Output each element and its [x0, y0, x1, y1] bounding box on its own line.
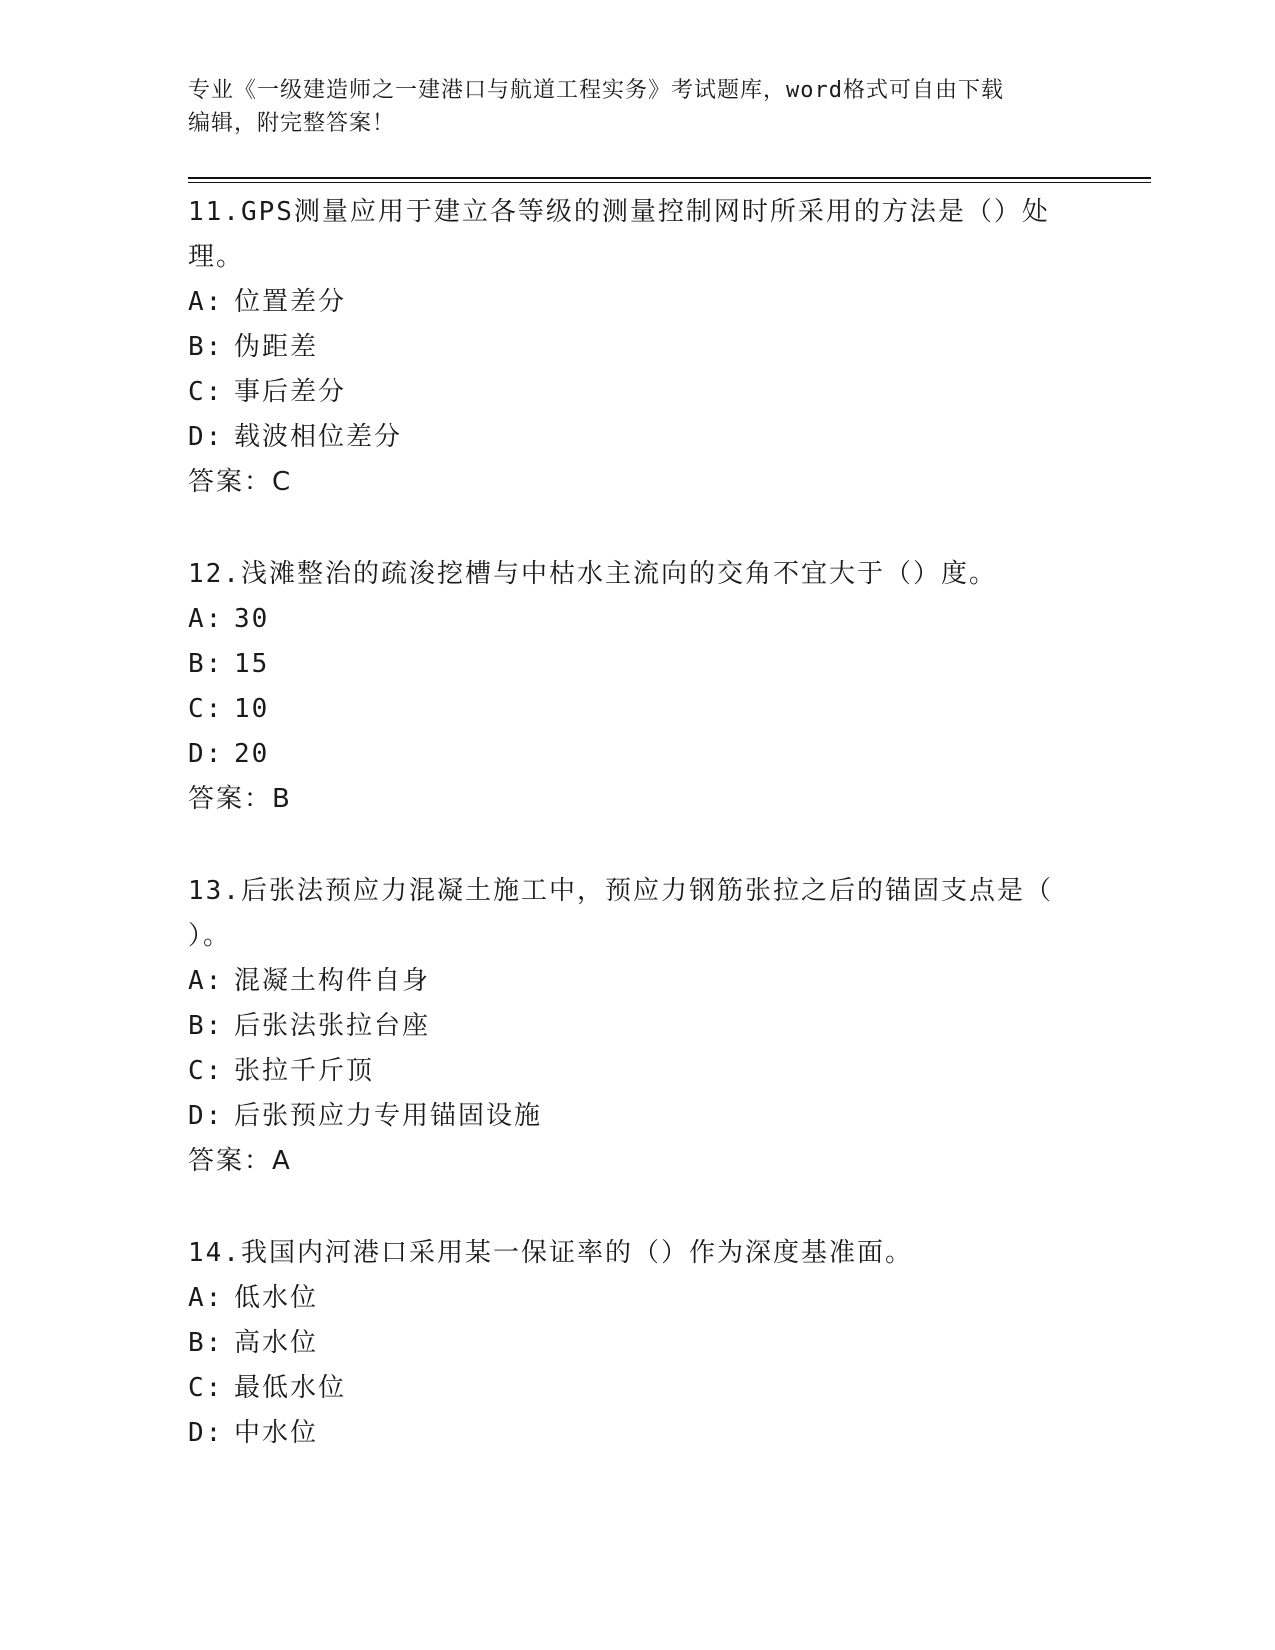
option-text: 中水位	[234, 1418, 319, 1448]
question-item	[188, 869, 1088, 1184]
question-list	[188, 190, 1088, 1456]
question-stem	[188, 552, 1088, 597]
option-d	[188, 415, 1088, 460]
option-d	[188, 732, 1088, 777]
option-c	[188, 687, 1088, 732]
stem-line: 理。	[188, 242, 245, 272]
option-b	[188, 1004, 1088, 1049]
option-key: C:	[188, 1056, 224, 1086]
option-key: A:	[188, 604, 224, 634]
option-key: D:	[188, 1418, 224, 1448]
question-stem	[188, 869, 1088, 959]
option-text: 载波相位差分	[234, 422, 403, 452]
option-key: B:	[188, 332, 224, 362]
option-c	[188, 370, 1088, 415]
option-text: 张拉千斤顶	[234, 1056, 375, 1086]
answer-line: 答案：A	[188, 1146, 292, 1176]
option-b	[188, 325, 1088, 370]
option-key: B:	[188, 1011, 224, 1041]
option-text: 20	[234, 739, 270, 769]
option-text: 位置差分	[234, 287, 347, 317]
option-text: 30	[234, 604, 270, 634]
question-stem	[188, 1231, 1088, 1276]
header-divider-thin	[188, 182, 1151, 183]
stem-line: 11.GPS测量应用于建立各等级的测量控制网时所采用的方法是（）处	[188, 197, 1050, 227]
option-a	[188, 1276, 1088, 1321]
question-item	[188, 1231, 1088, 1456]
option-key: A:	[188, 966, 224, 996]
option-c	[188, 1049, 1088, 1094]
option-text: 高水位	[234, 1328, 319, 1358]
question-stem	[188, 190, 1088, 280]
option-key: D:	[188, 422, 224, 452]
document-header	[188, 74, 1088, 140]
header-divider-thick	[188, 177, 1151, 179]
option-text: 15	[234, 649, 270, 679]
option-key: A:	[188, 287, 224, 317]
answer-line: 答案：C	[188, 467, 293, 497]
stem-line: 13.后张法预应力混凝土施工中，预应力钢筋张拉之后的锚固支点是（	[188, 876, 1053, 906]
spacer	[188, 1184, 1088, 1231]
question-item	[188, 552, 1088, 822]
stem-line: ）。	[188, 921, 232, 951]
option-text: 10	[234, 694, 270, 724]
option-text: 混凝土构件自身	[234, 966, 431, 996]
option-key: D:	[188, 1101, 224, 1131]
option-key: A:	[188, 1283, 224, 1313]
option-a	[188, 280, 1088, 325]
option-c	[188, 1366, 1088, 1411]
option-key: D:	[188, 739, 224, 769]
stem-line: 14.我国内河港口采用某一保证率的（）作为深度基准面。	[188, 1238, 913, 1268]
option-key: B:	[188, 649, 224, 679]
option-d	[188, 1411, 1088, 1456]
option-text: 低水位	[234, 1283, 319, 1313]
option-a	[188, 597, 1088, 642]
stem-line: 12.浅滩整治的疏浚挖槽与中枯水主流向的交角不宜大于（）度。	[188, 559, 997, 589]
header-line-2: 编辑，附完整答案！	[188, 111, 396, 136]
option-a	[188, 959, 1088, 1004]
option-key: C:	[188, 694, 224, 724]
option-b	[188, 1321, 1088, 1366]
spacer	[188, 822, 1088, 869]
option-text: 后张法张拉台座	[234, 1011, 431, 1041]
question-item	[188, 190, 1088, 505]
option-key: B:	[188, 1328, 224, 1358]
option-text: 事后差分	[234, 377, 347, 407]
answer-line: 答案：B	[188, 784, 292, 814]
header-line-1: 专业《一级建造师之一建港口与航道工程实务》考试题库，word格式可自由下载	[188, 78, 1004, 103]
option-key: C:	[188, 377, 224, 407]
option-text: 后张预应力专用锚固设施	[234, 1101, 543, 1131]
option-key: C:	[188, 1373, 224, 1403]
option-text: 伪距差	[234, 332, 319, 362]
option-b	[188, 642, 1088, 687]
option-d	[188, 1094, 1088, 1139]
option-text: 最低水位	[234, 1373, 347, 1403]
spacer	[188, 505, 1088, 552]
